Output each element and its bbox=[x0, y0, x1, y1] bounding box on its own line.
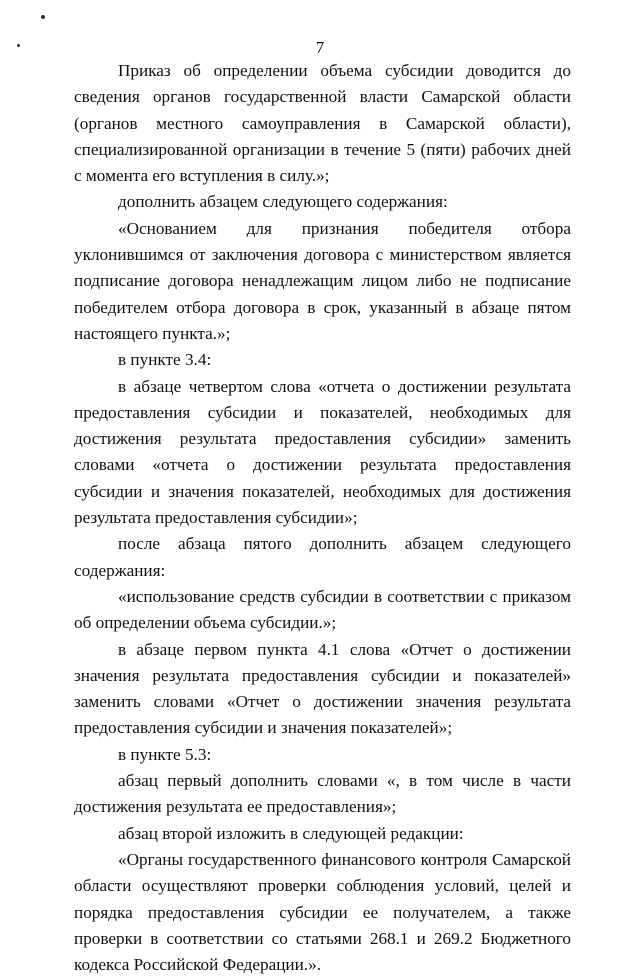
paragraph: «Основанием для признания победителя отбора уклонившимся от заключения договора с министерством является подписание договора ненадлежащим лицом либо не подписание победителем отбора договора в срок, указанный в абзаце пятом настоящего пункта.»; bbox=[74, 218, 571, 343]
page-number: 7 bbox=[315, 38, 325, 57]
paragraph: абзац второй изложить в следующей редакции: bbox=[118, 823, 464, 843]
paragraph: «использование средств субсидии в соответствии с приказом об определении объема субсидии.»; bbox=[74, 586, 571, 633]
paragraph: в абзаце четвертом слова «отчета о достижении результата предоставления субсидии и показателей, необходимых для достижения результата предоставления субсидии» заменить словами «отчета о достижении результата предоставления субсидии и значения показателей, необходимых для достижения результата предоставления субсидии»; bbox=[74, 376, 571, 528]
paragraph: абзац первый дополнить словами «, в том числе в части достижения результата ее предоставления»; bbox=[74, 771, 571, 817]
paragraph: дополнить абзацем следующего содержания: bbox=[118, 192, 448, 212]
paragraph: после абзаца пятого дополнить абзацем следующего содержания: bbox=[74, 534, 571, 580]
paragraph: в абзаце первом пункта 4.1 слова «Отчет о достижении значения результата предоставления субсидии и показателей» заменить словами «Отчет о достижении значения результата предоставления субсидии и значения показателей»; bbox=[74, 639, 571, 738]
paragraph: Приказ об определении объема субсидии доводится до сведения органов государственной власти Самарской области (органов местного самоуправления в Самарской области), специализированной организации в течение 5 (пяти) рабочих дней с момента его вступления в силу.»; bbox=[74, 61, 571, 186]
paragraph: в пункте 5.3: bbox=[118, 744, 212, 764]
scan-speck bbox=[41, 15, 45, 19]
document-body bbox=[74, 58, 571, 978]
paragraph: «Органы государственного финансового контроля Самарской области осуществляют проверки соблюдения условий, целей и порядка предоставления субсидии ее получателем, а также проверки в соответствии со статьями 268.1 и 269.2 Бюджетного кодекса Российской Федерации.». bbox=[74, 849, 571, 975]
paragraph: в пункте 3.4: bbox=[118, 350, 212, 370]
